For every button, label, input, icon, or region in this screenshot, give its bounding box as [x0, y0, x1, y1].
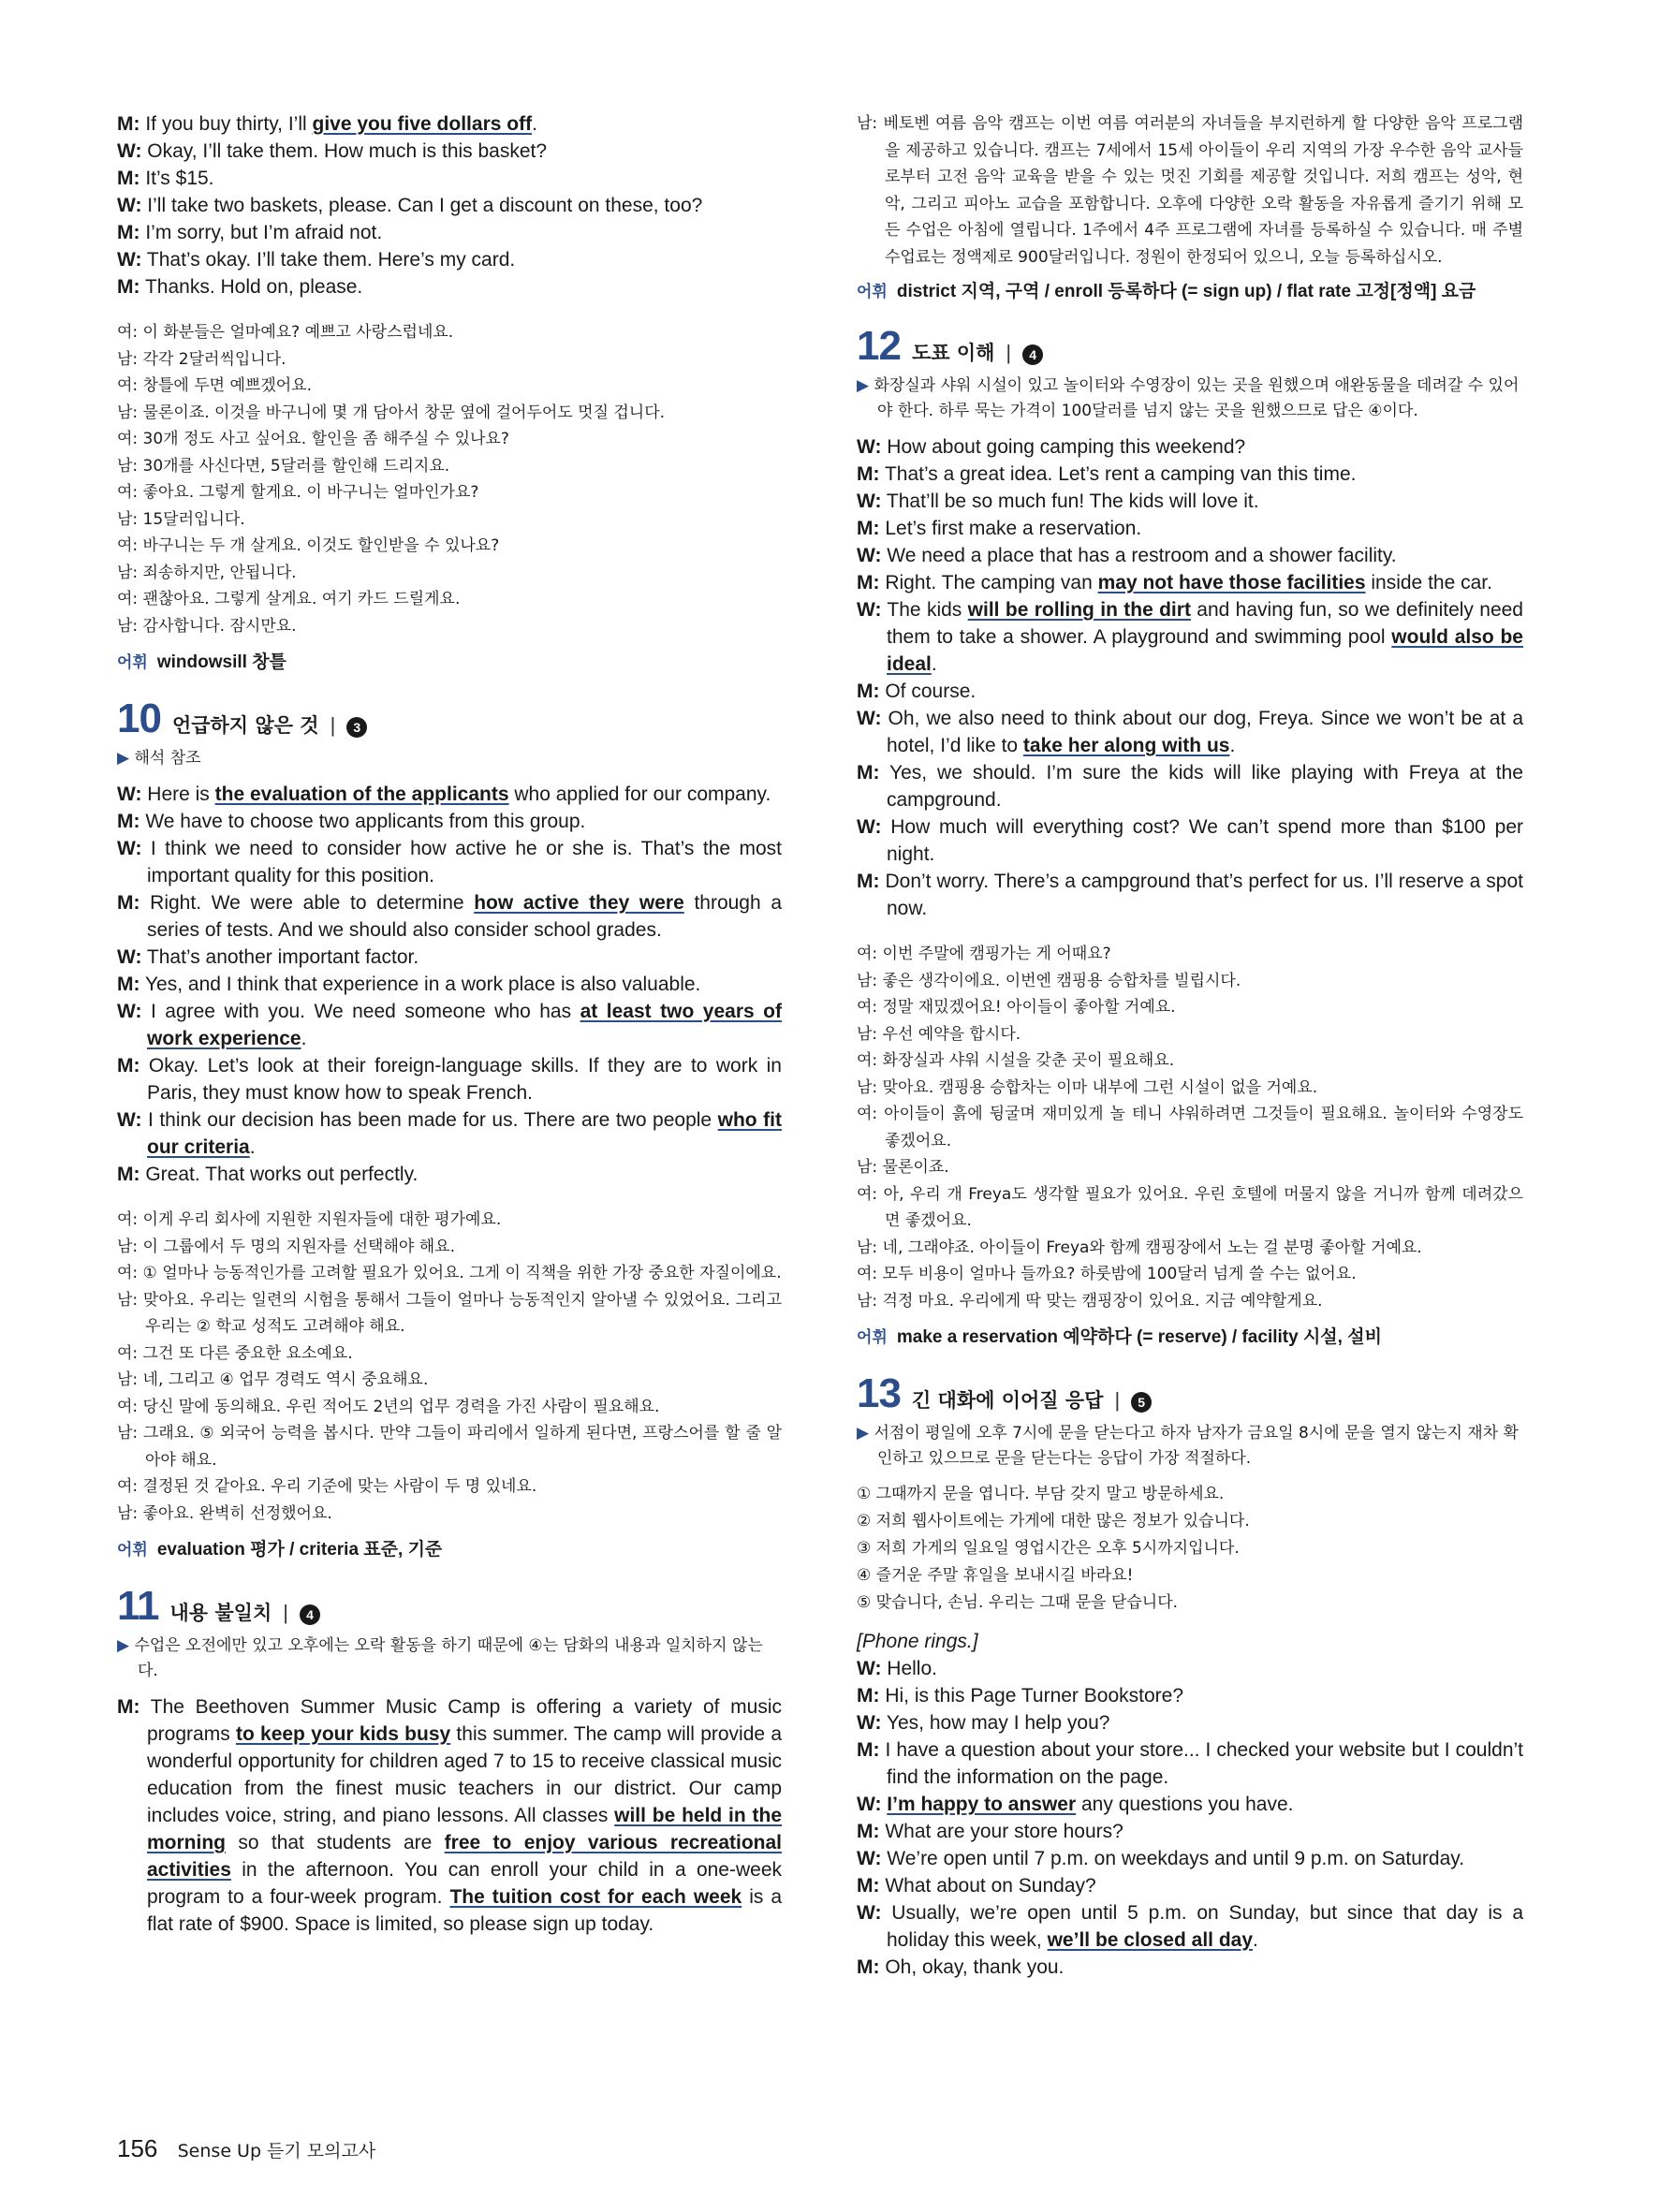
- dialogue-line: M: I’m sorry, but I’m afraid not.: [117, 222, 383, 243]
- translation-line: 남: 맞아요. 우리는 일련의 시험을 통해서 그들이 얼마나 능동적인지 알아낼 수 있었어요. 그리고 우리는 ② 학교 성적도 고려해야 해요.: [117, 1290, 782, 1336]
- translation-line: 여: 30개 정도 사고 싶어요. 할인을 좀 해주실 수 있나요?: [117, 430, 509, 448]
- dialogue-line: W: That’s another important factor.: [117, 946, 419, 968]
- question-header-12: 12 도표 이해 | 4: [857, 323, 1523, 370]
- left-column: [117, 110, 782, 1938]
- translation-line: 남: 우선 예약을 합시다.: [857, 1024, 1021, 1044]
- dialogue-line: W: We need a place that has a restroom and a shower facility.: [857, 545, 1397, 566]
- translation-line: 여: 결정된 것 같아요. 우리 기준에 맞는 사람이 두 명 있네요.: [117, 1477, 537, 1496]
- vocab-q11: 어휘 district 지역, 구역 / enroll 등록하다 (= sign up) / flat rate 고정[정액] 요금: [857, 282, 1476, 301]
- translation-line: 남: 물론이죠. 이것을 바구니에 몇 개 담아서 창문 옆에 걸어두어도 멋질 겁니다.: [117, 403, 666, 422]
- dialogue-line: W: That’ll be so much fun! The kids will love it.: [857, 491, 1259, 512]
- translation-line: 남: 15달러입니다.: [117, 509, 245, 529]
- page-footer: [117, 2134, 375, 2163]
- translation-line: 남: 좋은 생각이에요. 이번엔 캠핑용 승합차를 빌립시다.: [857, 971, 1241, 990]
- translation-line: 남: 네, 그리고 ④ 업무 경력도 역시 중요해요.: [117, 1370, 429, 1389]
- question-header-10: 10 언급하지 않은 것 | 3: [117, 696, 782, 742]
- vocab-q10: 어휘 evaluation 평가 / criteria 표준, 기준: [117, 1540, 443, 1560]
- dialogue-line: M: Oh, okay, thank you.: [857, 1956, 1065, 1978]
- translation-q9: [117, 319, 782, 639]
- translation-line: 남: 감사합니다. 잠시만요.: [117, 616, 297, 636]
- dialogue-line: W: We’re open until 7 p.m. on weekdays and until 9 p.m. on Saturday.: [857, 1848, 1465, 1869]
- translation-line: 여: 아, 우리 개 Freya도 생각할 필요가 있어요. 우린 호텔에 머물지 않을 거니까 함께 데려갔으면 좋겠어요.: [857, 1184, 1523, 1230]
- dialogue-line: M: If you buy thirty, I’ll give you five dollars off.: [117, 113, 537, 135]
- dialogue-line: W: I think we need to consider how active he or she is. That’s the most important quality for this position.: [117, 838, 782, 886]
- dialogue-line: M: I have a question about your store... I checked your website but I couldn’t find the information on the page.: [857, 1739, 1523, 1788]
- answer-badge: 5: [1131, 1392, 1152, 1413]
- page-number: 156: [117, 2134, 158, 2162]
- option-item: ① 그때까지 문을 엽니다. 부담 갖지 말고 방문하세요.: [857, 1485, 1225, 1503]
- dialogue-line: W: The kids will be rolling in the dirt and having fun, so we definitely need them to take a shower. A playground and swimming pool would also be ideal.: [857, 599, 1523, 675]
- option-item: ③ 저희 가게의 일요일 영업시간은 오후 5시까지입니다.: [857, 1539, 1240, 1558]
- dialogue-q13: [857, 1628, 1523, 1981]
- dialogue-line: M: Yes, we should. I’m sure the kids will like playing with Freya at the campground.: [857, 762, 1523, 811]
- option-item: ② 저희 웹사이트에는 가게에 대한 많은 정보가 있습니다.: [857, 1512, 1250, 1531]
- translation-line: 여: 이 화분들은 얼마예요? 예쁘고 사랑스럽네요.: [117, 323, 454, 342]
- question-header-13: 13 긴 대화에 이어질 응답 | 5: [857, 1370, 1523, 1417]
- dialogue-line: M: That’s a great idea. Let’s rent a camping van this time.: [857, 463, 1357, 485]
- translation-line: 남: 네, 그래야죠. 아이들이 Freya와 함께 캠핑장에서 노는 걸 분명 좋아할 거예요.: [857, 1238, 1422, 1257]
- dialogue-q12: [857, 433, 1523, 922]
- dialogue-line: M: Okay. Let’s look at their foreign-language skills. If they are to work in Paris, they must know how to speak French.: [117, 1055, 782, 1104]
- translation-line: 남: 30개를 사신다면, 5달러를 할인해 드리지요.: [117, 456, 450, 476]
- translation-line: 남: 그래요. ⑤ 외국어 능력을 봅시다. 만약 그들이 파리에서 일하게 된다면, 프랑스어를 할 줄 알아야 해요.: [117, 1424, 782, 1470]
- note-q13: ▶ 서점이 평일에 오후 7시에 문을 닫는다고 하자 남자가 금요일 8시에 문을 열지 않는지 재차 확인하고 있으므로 문을 닫는다는 응답이 가장 적절하다.: [857, 1424, 1519, 1468]
- translation-line: 여: 화장실과 샤워 시설을 갖춘 곳이 필요해요.: [857, 1051, 1175, 1070]
- dialogue-line: W: Oh, we also need to think about our dog, Freya. Since we won’t be at a hotel, I’d like to take her along with us.: [857, 708, 1524, 756]
- note-q12: ▶ 화장실과 샤워 시설이 있고 놀이터와 수영장이 있는 곳을 원했으며 애완동물을 데려갈 수 있어야 한다. 하루 묵는 가격이 100달러를 넘지 않는 곳을 원했으므로 답은 ④이다.: [857, 376, 1520, 420]
- dialogue-line: W: Okay, I’ll take them. How much is this basket?: [117, 140, 548, 162]
- dialogue-line: W: I agree with you. We need someone who has at least two years of work experience.: [117, 1001, 782, 1049]
- vocab-q12: 어휘 make a reservation 예약하다 (= reserve) / facility 시설, 설비: [857, 1327, 1382, 1347]
- translation-line: 여: 이번 주말에 캠핑가는 게 어때요?: [857, 945, 1111, 963]
- translation-line: 남: 각각 2달러씩입니다.: [117, 349, 286, 369]
- dialogue-line: M: Thanks. Hold on, please.: [117, 276, 363, 298]
- dialogue-q10: [117, 781, 782, 1188]
- translation-line: 남: 걱정 마요. 우리에게 딱 맞는 캠핑장이 있어요. 지금 예약할게요.: [857, 1291, 1323, 1311]
- answer-badge: 4: [1022, 344, 1043, 365]
- dialogue-line: M: Of course.: [857, 681, 976, 702]
- translation-line: 남: 죄송하지만, 안됩니다.: [117, 563, 297, 582]
- dialogue-line: M: Yes, and I think that experience in a work place is also valuable.: [117, 974, 701, 995]
- dialogue-line: W: How about going camping this weekend?: [857, 436, 1246, 458]
- options-q13: [857, 1481, 1523, 1617]
- translation-line: 여: 정말 재밌겠어요! 아이들이 좋아할 거예요.: [857, 998, 1176, 1017]
- book-title: Sense Up 듣기 모의고사: [177, 2141, 376, 2161]
- dialogue-line: M: It’s $15.: [117, 168, 214, 189]
- stage-direction: [Phone rings.]: [857, 1631, 978, 1652]
- dialogue-line: M: Hi, is this Page Turner Bookstore?: [857, 1685, 1183, 1707]
- dialogue-line: M: What are your store hours?: [857, 1821, 1123, 1842]
- translation-line: 남: 이 그룹에서 두 명의 지원자를 선택해야 해요.: [117, 1237, 455, 1256]
- answer-badge: 3: [346, 717, 367, 738]
- dialogue-q9: [117, 110, 782, 300]
- dialogue-line: W: I’ll take two baskets, please. Can I get a discount on these, too?: [117, 195, 703, 216]
- note-q11: ▶ 수업은 오전에만 있고 오후에는 오락 활동을 하기 때문에 ④는 담화의 내용과 일치하지 않는다.: [117, 1636, 763, 1680]
- translation-line: 남: 맞아요. 캠핑용 승합차는 이마 내부에 그런 시설이 없을 거예요.: [857, 1077, 1318, 1097]
- dialogue-q11: M: The Beethoven Summer Music Camp is offering a variety of music programs to keep your kids busy this summer. The camp will provide a wonderful opportunity for children aged 7 to 15 to receive classical music education from the finest music teachers in our district. Our camp includes voice, string, and piano lessons. All classes will be held in the morning so that students are free to enjoy various recreational activities in the afternoon. You can enroll your child in a one-week program to a four-week program. The tuition cost for each week is a flat rate of $900. Space is limited, so please sign up today.: [117, 1696, 783, 1935]
- option-item: ④ 즐거운 주말 휴일을 보내시길 바라요!: [857, 1566, 1134, 1585]
- translation-line: 남: 물론이죠.: [857, 1158, 949, 1177]
- translation-q12: [857, 941, 1523, 1314]
- translation-line: 여: 바구니는 두 개 살게요. 이것도 할인받을 수 있나요?: [117, 536, 500, 555]
- dialogue-line: W: Hello.: [857, 1658, 937, 1679]
- option-item: ⑤ 맞습니다, 손님. 우리는 그때 문을 닫습니다.: [857, 1593, 1179, 1612]
- translation-line: 여: 창틀에 두면 예쁘겠어요.: [117, 376, 312, 395]
- translation-line: 남: 좋아요. 완벽히 선정했어요.: [117, 1503, 332, 1523]
- dialogue-line: W: I’m happy to answer any questions you have.: [857, 1794, 1294, 1815]
- dialogue-line: W: I think our decision has been made for us. There are two people who fit our criteria.: [117, 1109, 782, 1158]
- translation-line: 여: 괜찮아요. 그렇게 살게요. 여기 카드 드릴게요.: [117, 590, 461, 608]
- answer-badge: 4: [300, 1604, 320, 1625]
- translation-q10: [117, 1207, 782, 1527]
- translation-line: 여: 아이들이 흙에 뒹굴며 재미있게 놀 테니 샤워하려면 그것들이 필요해요. 놀이터와 수영장도 좋겠어요.: [857, 1105, 1523, 1150]
- translation-line: 여: 모두 비용이 얼마나 들까요? 하룻밤에 100달러 넘게 쓸 수는 없어요.: [857, 1265, 1357, 1283]
- dialogue-line: W: Usually, we’re open until 5 p.m. on Sunday, but since that day is a holiday this week, we’ll be closed all day.: [857, 1902, 1523, 1951]
- dialogue-line: W: Here is the evaluation of the applicants who applied for our company.: [117, 784, 771, 805]
- dialogue-line: W: Yes, how may I help you?: [857, 1712, 1110, 1734]
- right-column: [857, 110, 1523, 1981]
- translation-line: 여: 좋아요. 그렇게 할게요. 이 바구니는 얼마인가요?: [117, 483, 479, 502]
- question-header-11: 11 내용 불일치 | 4: [117, 1583, 782, 1630]
- dialogue-line: M: Let’s first make a reservation.: [857, 518, 1142, 539]
- dialogue-line: M: What about on Sunday?: [857, 1875, 1096, 1897]
- dialogue-line: M: Don’t worry. There’s a campground that’s perfect for us. I’ll reserve a spot now.: [857, 871, 1524, 919]
- vocab-q9: 어휘 windowsill 창틀: [117, 652, 286, 672]
- dialogue-line: M: Right. The camping van may not have those facilities inside the car.: [857, 572, 1492, 593]
- note-q10: ▶ 해석 참조: [117, 749, 201, 768]
- dialogue-line: W: How much will everything cost? We can’t spend more than $100 per night.: [857, 816, 1523, 865]
- dialogue-line: M: Great. That works out perfectly.: [117, 1164, 418, 1185]
- translation-line: 여: ① 얼마나 능동적인가를 고려할 필요가 있어요. 그게 이 직책을 위한 가장 중요한 자질이에요.: [117, 1264, 782, 1282]
- translation-q11: 남: 베토벤 여름 음악 캠프는 이번 여름 여러분의 자녀들을 부지런하게 할 다양한 음악 프로그램을 제공하고 있습니다. 캠프는 7세에서 15세 아이들이 우리 지역의 가장 우수한 음악 교사들로부터 고전 음악 교육을 받을 수 있는 멋진 기회를 제공할 것입니다. 저희 캠프는 성악, 현악, 그리고 피아노 교습을 포함합니다. 오후에 다양한 오락 활동을 자유롭게 즐기기 위해 모든 수업은 아침에 열립니다. 1주에서 4주 프로그램에 자녀를 등록하실 수 있습니다. 매 주별 수업료는 정액제로 900달러입니다. 정원이 한정되어 있으니, 오늘 등록하십시오.: [857, 114, 1523, 267]
- translation-line: 여: 이게 우리 회사에 지원한 지원자들에 대한 평가예요.: [117, 1210, 502, 1229]
- translation-line: 여: 그건 또 다른 중요한 요소예요.: [117, 1343, 353, 1363]
- dialogue-line: W: That’s okay. I’ll take them. Here’s my card.: [117, 249, 516, 271]
- dialogue-line: M: We have to choose two applicants from this group.: [117, 811, 586, 832]
- translation-line: 여: 당신 말에 동의해요. 우린 적어도 2년의 업무 경력을 가진 사람이 필요해요.: [117, 1397, 660, 1416]
- dialogue-line: M: Right. We were able to determine how active they were through a series of tests. And we should also consider school grades.: [117, 892, 782, 941]
